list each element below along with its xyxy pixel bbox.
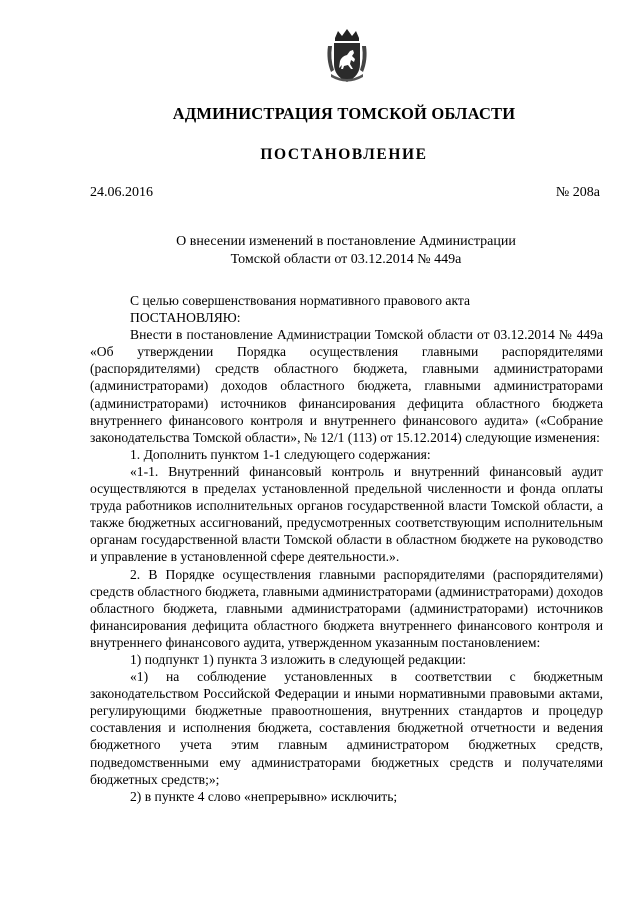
document-date: 24.06.2016 (90, 185, 153, 200)
paragraph: 2) в пункте 4 слово «непрерывно» исключить; (130, 788, 398, 804)
subject-line: О внесении изменений в постановление Администрации (176, 234, 516, 249)
document-type: ПОСТАНОВЛЕНИЕ (260, 146, 428, 163)
paragraph: 1. Дополнить пунктом 1-1 следующего содержания: (130, 446, 431, 462)
subject-line: Томской области от 03.12.2014 № 449а (230, 252, 462, 267)
document-number: № 208а (555, 185, 600, 200)
paragraph: 1) подпункт 1) пункта 3 изложить в следующей редакции: (130, 651, 467, 667)
paragraph: «1) на соблюдение установленных в соответствии с бюджетным законодательством Российской Федерации и иными нормативными правовыми актами, регулирующими бюджетные правоотношения, внутренних стандартов и процедур составления и исполнения бюджета, составления бюджетной отчетности и ведения бюджетного учета этим главным администратором бюджетных средств, подведомственными ему администраторами бюджетных средств и получателями бюджетных средств;»; (90, 669, 603, 787)
paragraph: С целью совершенствования нормативного правового акта (130, 293, 471, 308)
paragraph: ПОСТАНОВЛЯЮ: (130, 310, 241, 326)
paragraph: «1-1. Внутренний финансовый контроль и внутренний финансовый аудит осуществляются в пределах установленной предельной численности и фонда оплаты труда работников исполнительных органов государственной власти Томской области, а также бюджетных ассигнований, предусмотренных соответствующим исполнительным органам государственной власти Томской области в областном бюджете на руководство и управление в установленной сфере деятельности.». (90, 463, 603, 565)
organization-title: АДМИНИСТРАЦИЯ ТОМСКОЙ ОБЛАСТИ (172, 104, 516, 123)
document-body (90, 292, 603, 805)
document-subject (150, 233, 542, 269)
paragraph: Внести в постановление Администрации Томской области от 03.12.2014 № 449а «Об утверждении Порядка осуществления главными распорядителями (распорядителями) средств областного бюджета, главными администраторами (администраторами) доходов областного бюджета, главными администраторами (администраторами) источников финансирования дефицита областного бюджета внутреннего финансового контроля и внутреннего финансового аудита» («Собрание законодательства Томской области», № 12/1 (113) от 15.12.2014) следующие изменения: (90, 327, 603, 445)
coat-of-arms-icon (325, 28, 369, 84)
paragraph: 2. В Порядке осуществления главными распорядителями (распорядителями) средств областного бюджета, главными администраторами (администраторами) доходов областного бюджета, главными администраторами (администраторами) источников финансирования дефицита областного бюджета внутреннего финансового контроля и внутреннего финансового аудита, утвержденном указанным постановлением: (90, 566, 603, 650)
